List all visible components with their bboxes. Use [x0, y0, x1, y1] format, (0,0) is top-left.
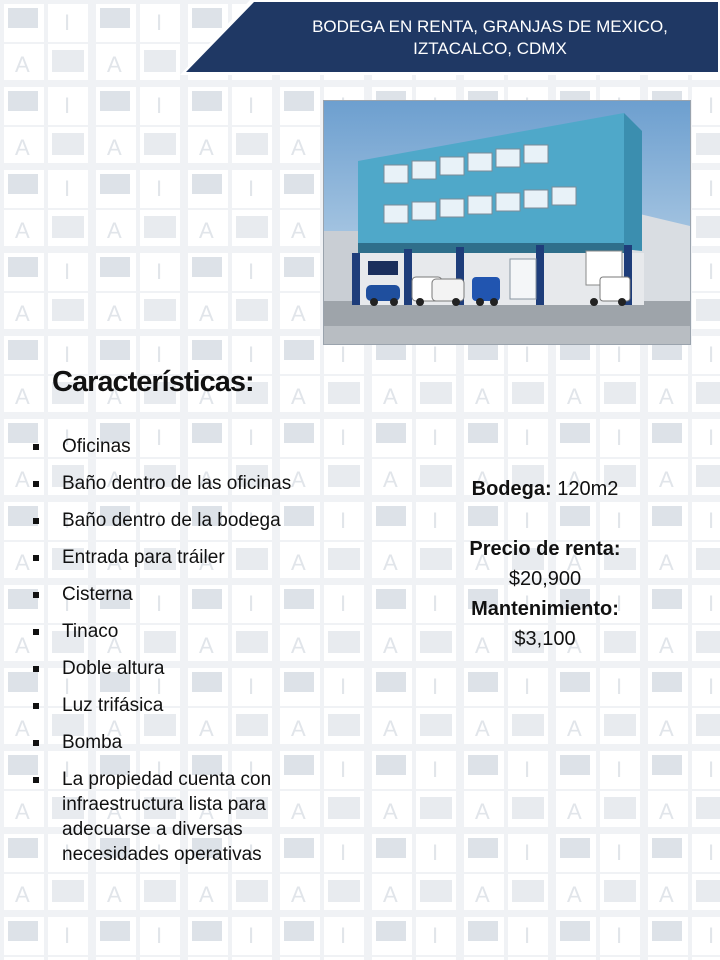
- warehouse-photo: [323, 100, 691, 345]
- square-bullet-icon: [33, 518, 39, 524]
- square-bullet-icon: [33, 740, 39, 746]
- square-bullet-icon: [33, 444, 39, 450]
- maintenance-value: $3,100: [514, 628, 576, 650]
- square-bullet-icon: [33, 555, 39, 561]
- square-bullet-icon: [33, 703, 39, 709]
- area-label: Bodega:: [471, 478, 552, 500]
- list-item: Oficinas: [30, 434, 330, 459]
- list-item: Baño dentro de la bodega: [30, 508, 330, 533]
- area-row: [430, 474, 660, 504]
- area-value: 120m2: [557, 478, 619, 500]
- price-label: Precio de renta:: [469, 538, 621, 560]
- list-item: Entrada para tráiler: [30, 545, 330, 570]
- square-bullet-icon: [33, 481, 39, 487]
- list-item: Baño dentro de las oficinas: [30, 471, 330, 496]
- maintenance-label: Mantenimiento:: [471, 598, 619, 620]
- list-item: Tinaco: [30, 619, 330, 644]
- banner-title: [270, 16, 710, 60]
- list-item: Cisterna: [30, 582, 330, 607]
- property-info: [430, 474, 660, 654]
- banner-line-1: BODEGA EN RENTA, GRANJAS DE MEXICO,: [312, 17, 668, 36]
- list-item: Doble altura: [30, 656, 330, 681]
- banner-line-2: IZTACALCO, CDMX: [413, 39, 567, 58]
- list-item: Luz trifásica: [30, 693, 330, 718]
- title-banner: [180, 0, 720, 75]
- list-item: La propiedad cuenta con infraestructura lista para adecuarse a diversas necesidades operativas: [30, 767, 330, 867]
- square-bullet-icon: [33, 629, 39, 635]
- square-bullet-icon: [33, 592, 39, 598]
- features-title: Características:: [52, 366, 254, 398]
- price-value: $20,900: [508, 568, 582, 590]
- features-list: [30, 434, 330, 879]
- list-item: Bomba: [30, 730, 330, 755]
- warehouse-building-icon: [324, 101, 690, 344]
- square-bullet-icon: [33, 666, 39, 672]
- square-bullet-icon: [33, 777, 39, 783]
